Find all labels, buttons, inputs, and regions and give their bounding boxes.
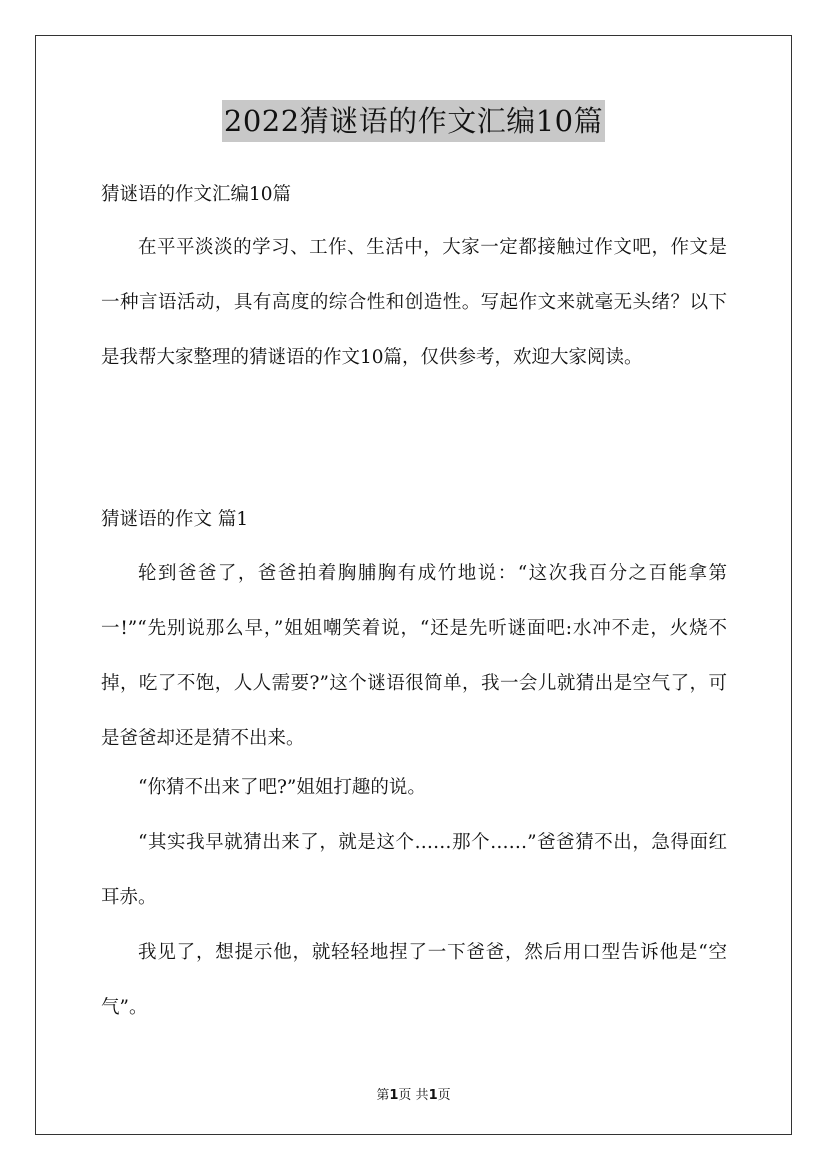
body-paragraph: 轮到爸爸了，爸爸拍着胸脯胸有成竹地说：“这次我百分之百能拿第一!”“先别说那么早，”姐姐嘲笑着说，“还是先听谜面吧:水冲不走，火烧不掉，吃了不饱，人人需要?”这个谜语很简单，我一会儿就猜出是空气了，可是爸爸却还是猜不出来。 — [101, 563, 727, 749]
title-container — [0, 100, 827, 142]
footer-page-current: 1 — [389, 1088, 399, 1103]
footer-suffix: 页 — [437, 1088, 451, 1103]
document-subtitle: 猜谜语的作文汇编10篇 — [101, 184, 292, 205]
footer-prefix: 第 — [376, 1088, 390, 1103]
document-title: 2022猜谜语的作文汇编10篇 — [222, 100, 605, 142]
page-footer — [0, 1084, 827, 1103]
footer-mid: 页 共 — [398, 1088, 429, 1103]
section-heading: 猜谜语的作文 篇1 — [101, 509, 249, 530]
intro-paragraph: 在平平淡淡的学习、工作、生活中，大家一定都接触过作文吧，作文是一种言语活动，具有高度的综合性和创造性。写起作文来就毫无头绪？以下是我帮大家整理的猜谜语的作文10篇，仅供参考，欢迎大家阅读。 — [101, 237, 727, 368]
footer-page-total: 1 — [428, 1088, 438, 1103]
body-paragraph: “其实我早就猜出来了，就是这个……那个……”爸爸猜不出，急得面红耳赤。 — [101, 832, 727, 908]
body-paragraph: “你猜不出来了吧?”姐姐打趣的说。 — [138, 777, 426, 798]
body-paragraph: 我见了，想提示他，就轻轻地捏了一下爸爸，然后用口型告诉他是“空气”。 — [101, 942, 727, 1018]
